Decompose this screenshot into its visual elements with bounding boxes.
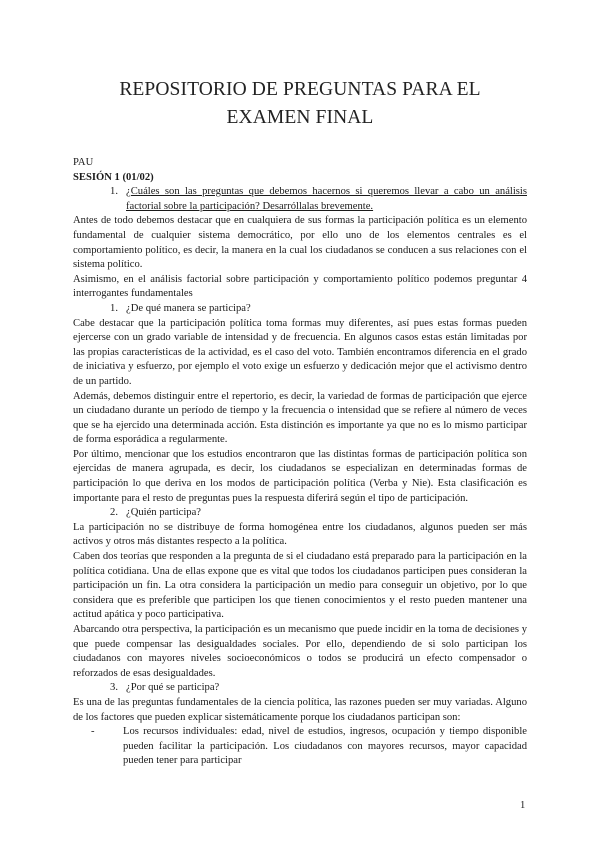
paragraph: Es una de las preguntas fundamentales de la ciencia política, las razones pueden ser muy variadas. Alguno de los factores que pueden explicar sistemáticamente porque los ciudadanos participan son: (73, 696, 527, 723)
question-number: 1. (110, 186, 118, 198)
subquestion-text: ¿De qué manera se participa? (126, 302, 251, 314)
bullet-text: Los recursos individuales: edad, nivel de estudios, ingresos, ocupación y tiempo disponible pueden facilitar la participación. Los ciudadanos con mayores recursos, mayor capacidad pueden tener para participar (123, 726, 527, 767)
title-line-2: EXAMEN FINAL (226, 107, 374, 128)
paragraph: La participación no se distribuye de forma homogénea entre los ciudadanos, algunos pueden ser más activos y otros más distantes respecto a la política. (73, 521, 527, 548)
author-label: PAU (73, 157, 94, 168)
bullet-item (73, 725, 527, 769)
paragraph: Abarcando otra perspectiva, la participación es un mecanismo que puede incidir en la toma de decisiones y que puede compensar las desigualdades sociales. Por ello, dependiendo de si solo participan los ciudadanos con mayores niveles socioeconómicos o todos se producirá un efecto compensador o reforzados de esas desigualdades. (73, 624, 527, 679)
title-line-1: REPOSITORIO DE PREGUNTAS PARA EL (119, 79, 481, 100)
bullet-marker: - (91, 726, 95, 738)
subquestion-number: 2. (110, 507, 118, 519)
intro-paragraph-1: Antes de todo debemos destacar que en cualquiera de sus formas la participación política es un elemento fundamental de cualquier sistema democrático, por ello uno de los elementos centrales es el comportamiento político, es decir, la manera en la cual los ciudadanos se conducen a sus relaciones con el sistema político. (73, 215, 527, 271)
intro-paragraph-2: Asimismo, en el análisis factorial sobre participación y comportamiento político podemos preguntar 4 interrogantes fundamentales (73, 273, 527, 300)
subquestion-text: ¿Por qué se participa? (126, 682, 220, 694)
question-1 (73, 185, 527, 214)
subquestion-number: 1. (110, 302, 118, 314)
subquestion-3 (73, 681, 527, 696)
document-title (73, 76, 527, 132)
subquestion-text: ¿Quién participa? (126, 507, 201, 519)
session-heading: SESIÓN 1 (01/02) (73, 171, 154, 183)
question-text: ¿Cuáles son las preguntas que debemos hacernos si queremos llevar a cabo un análisis factorial sobre la participación? Desarróllalas brevemente. (126, 186, 527, 212)
document-page (73, 0, 527, 769)
document-body (73, 156, 527, 769)
page-number: 1 (520, 800, 526, 811)
paragraph: Además, debemos distinguir entre el repertorio, es decir, la variedad de formas de participación que ejerce un ciudadano durante un período de tiempo y la frecuencia o intensidad que se refiere al número de veces que se ha ejercido una determinada acción. Esta distinción es importante ya que no es lo mismo participar de forma esporádica a regularmente. (73, 390, 527, 446)
subquestion-1 (73, 302, 527, 317)
paragraph: Caben dos teorías que responden a la pregunta de si el ciudadano está preparado para la participación en la política cotidiana. Una de ellas expone que es vital que todos los ciudadanos participen pues consideran la participación un fin. La otra considera la participación un medio para conseguir un objetivo, por lo que considera que es preferible que participen los que tienen conocimientos y el resto pueden mantener una actitud apática y poco participativa. (73, 551, 527, 621)
paragraph: Cabe destacar que la participación política toma formas muy diferentes, así pues estas formas pueden ejercerse con un grado variable de intensidad y de frecuencia. En algunos casos estas están limitadas por las propias características de la actividad, es el caso del voto. También encontramos diferencia en el grado de iniciativa y esfuerzo, por ejemplo el voto exige un esfuerzo y dedicación mejor que el activismo dentro de un partido. (73, 317, 527, 387)
subquestion-number: 3. (110, 682, 118, 694)
subquestion-2 (73, 506, 527, 521)
paragraph: Por último, mencionar que los estudios encontraron que las distintas formas de participación política son ejercidas de manera agrupada, es decir, los ciudadanos se especializan en determinadas formas de participación lo que deriva en los modos de participación política (Verba y Nie). Esta clasificación es importante para el resto de preguntas pues la respuesta diferirá según el tipo de participación. (73, 448, 527, 504)
